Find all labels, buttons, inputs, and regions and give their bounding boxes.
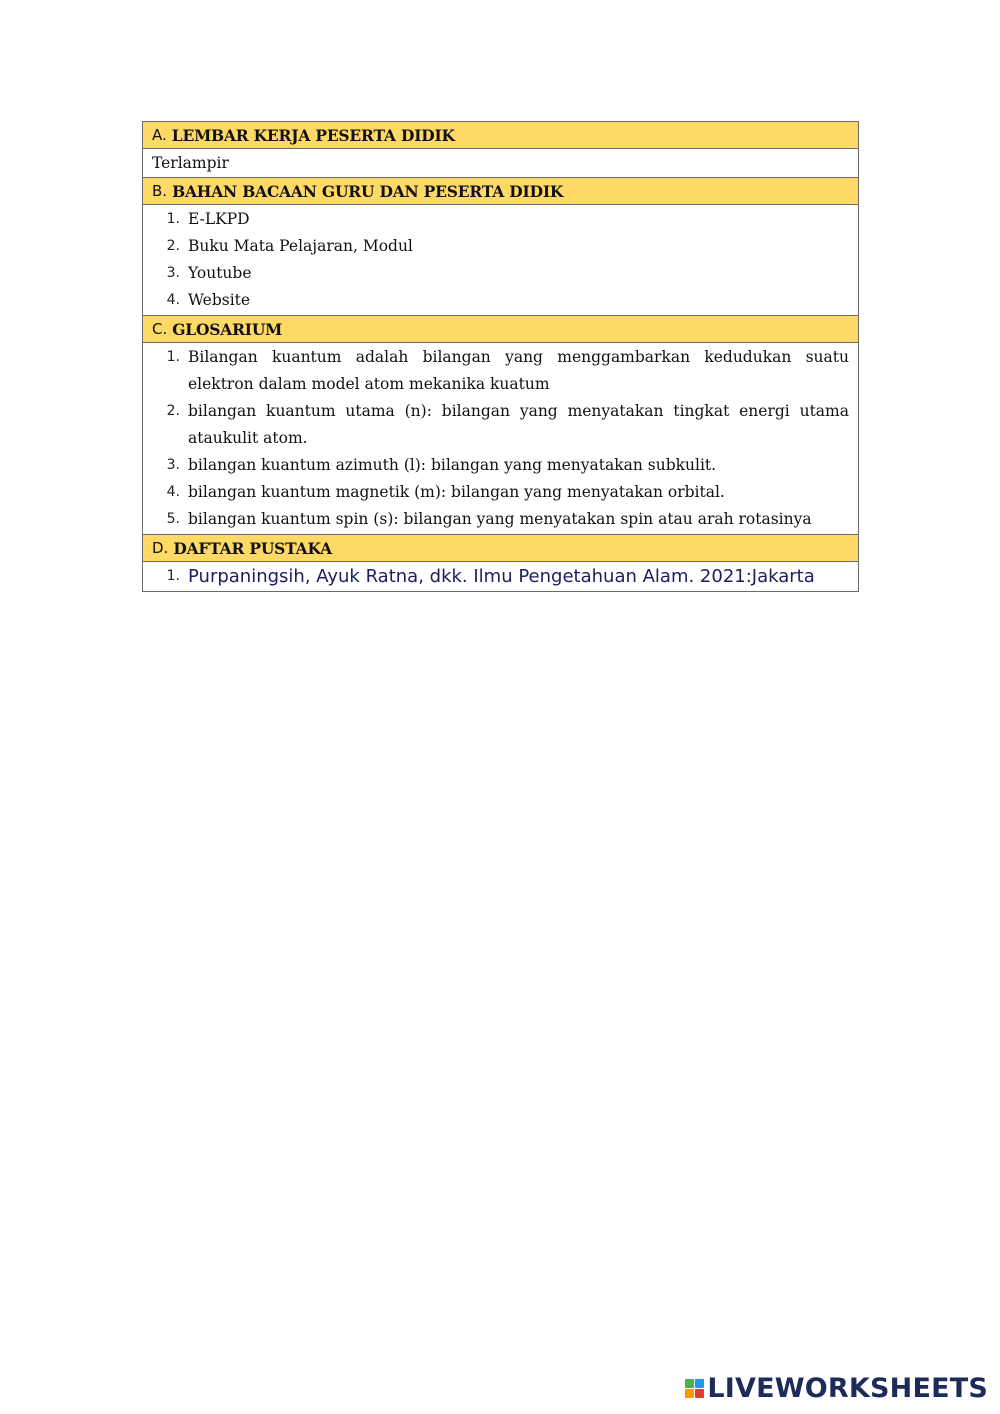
section-c-body bbox=[142, 343, 859, 534]
item-text: bilangan kuantum azimuth (l): bilangan yang menyatakan subkulit. bbox=[188, 456, 717, 474]
section-c-header bbox=[142, 315, 859, 343]
item-text: Youtube bbox=[188, 264, 252, 282]
item-text: bilangan kuantum spin (s): bilangan yang menyatakan spin atau arah rotasinya bbox=[188, 510, 812, 528]
section-title: LEMBAR KERJA PESERTA DIDIK bbox=[171, 125, 455, 145]
item-text: bilangan kuantum magnetik (m): bilangan yang menyatakan orbital. bbox=[188, 483, 725, 501]
item-number: 3. bbox=[166, 457, 180, 473]
section-a-header bbox=[142, 121, 859, 149]
logo-text: LIVEWORKSHEETS bbox=[707, 1373, 988, 1404]
list-item bbox=[152, 287, 849, 314]
section-letter: B. bbox=[152, 182, 168, 200]
list-item bbox=[152, 206, 849, 233]
list-item bbox=[152, 479, 849, 506]
list-item bbox=[152, 506, 849, 533]
logo-square bbox=[695, 1379, 704, 1388]
logo-mark-icon bbox=[685, 1379, 704, 1398]
section-a-body bbox=[142, 149, 859, 177]
item-number: 4. bbox=[166, 292, 180, 308]
item-text: E-LKPD bbox=[188, 210, 250, 228]
section-b-header bbox=[142, 177, 859, 205]
item-text: bilangan kuantum utama (n): bilangan yang menyatakan tingkat energi utama ataukulit atom. bbox=[188, 402, 849, 447]
item-text: Buku Mata Pelajaran, Modul bbox=[188, 237, 413, 255]
section-d-body bbox=[142, 562, 859, 592]
reference-text: Purpaningsih, Ayuk Ratna, dkk. Ilmu Pengetahuan Alam. 2021:Jakarta bbox=[188, 566, 815, 587]
list-item bbox=[152, 260, 849, 287]
list-item bbox=[152, 398, 849, 452]
section-title: DAFTAR PUSTAKA bbox=[173, 538, 332, 558]
list-item bbox=[152, 233, 849, 260]
document-table bbox=[142, 121, 859, 592]
section-b-body bbox=[142, 205, 859, 315]
item-number: 2. bbox=[166, 238, 180, 254]
item-number: 4. bbox=[166, 484, 180, 500]
liveworksheets-logo bbox=[685, 1373, 988, 1404]
section-title: BAHAN BACAAN GURU DAN PESERTA DIDIK bbox=[172, 181, 564, 201]
item-number: 2. bbox=[166, 403, 180, 419]
section-letter: D. bbox=[152, 539, 169, 557]
section-a-text: Terlampir bbox=[152, 154, 229, 172]
logo-square bbox=[685, 1379, 694, 1388]
item-number: 3. bbox=[166, 265, 180, 281]
section-letter: C. bbox=[152, 320, 168, 338]
item-number: 1. bbox=[166, 349, 180, 365]
item-text: Website bbox=[188, 291, 251, 309]
list-item bbox=[152, 563, 849, 590]
section-title: GLOSARIUM bbox=[172, 319, 283, 339]
item-text: Bilangan kuantum adalah bilangan yang menggambarkan kedudukan suatu elektron dalam model atom mekanika kuatum bbox=[188, 348, 849, 393]
section-d-header bbox=[142, 534, 859, 562]
item-number: 1. bbox=[166, 568, 180, 584]
list-item bbox=[152, 452, 849, 479]
item-number: 1. bbox=[166, 211, 180, 227]
list-item bbox=[152, 344, 849, 398]
logo-square bbox=[695, 1389, 704, 1398]
logo-square bbox=[685, 1389, 694, 1398]
item-number: 5. bbox=[166, 511, 180, 527]
section-letter: A. bbox=[152, 126, 167, 144]
